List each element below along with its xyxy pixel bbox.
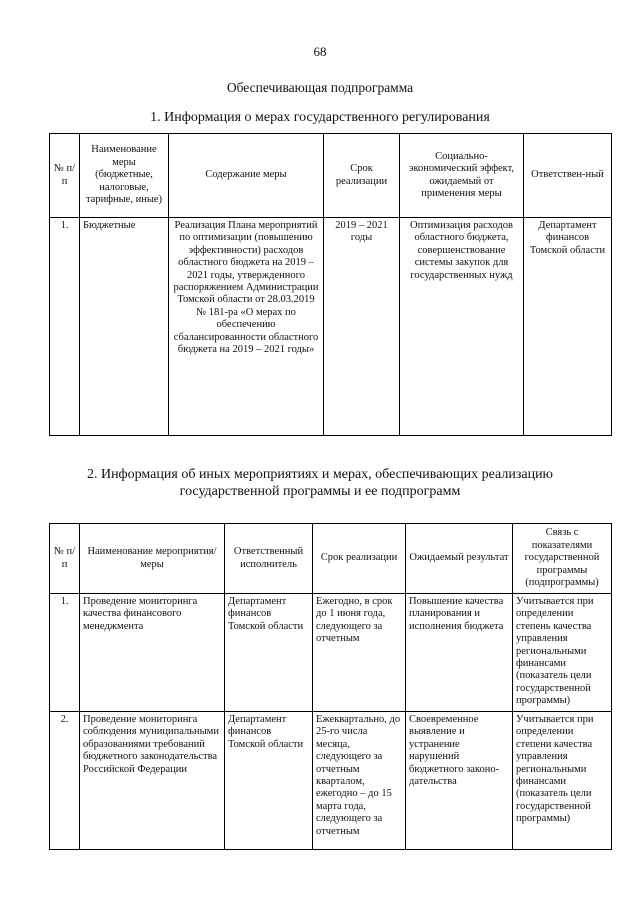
header-effect: Социально-экономический эффект, ожидаемый от применения меры [400,134,524,218]
cell-effect: Оптимизация расходов областного бюджета, совершенствование системы закупок для государственных нужд [400,218,524,436]
cell-num: 1. [50,218,80,436]
table-row [50,218,612,436]
table-row [50,712,612,850]
cell-indicator-link: Учитывается при определении степень качества управления региональными финансами (показатель цели государственной программы) [513,594,612,712]
section2-title: 2. Информация об иных мероприятиях и мерах, обеспечивающих реализацию государственной программы и ее подпрограмм [86,467,554,499]
cell-term: Ежегодно, в срок до 1 июня года, следующего за отчетным [313,594,406,712]
cell-responsible: Департамент финансов Томской области [524,218,612,436]
section1-title: 1. Информация о мерах государственного регулирования [150,110,490,125]
cell-num: 2. [50,712,80,850]
page-number: 68 [313,44,327,59]
header-result: Ожидаемый результат [406,524,513,594]
header-num: № п/п [50,134,80,218]
cell-activity-name: Проведение мониторинга качества финансового менеджмента [80,594,225,712]
table-header-row [50,524,612,594]
header-measure-name: Наименование меры (бюджетные, налоговые, тарифные, иные) [80,134,169,218]
other-measures-table [49,523,612,850]
cell-measure-name: Бюджетные [80,218,169,436]
header-activity-name: Наименование мероприятия/меры [80,524,225,594]
cell-num: 1. [50,594,80,712]
cell-executor: Департамент финансов Томской области [225,712,313,850]
cell-content: Реализация Плана мероприятий по оптимизации (повышению эффективности) расходов областного бюджета на 2019 – 2021 годы, утвержденного распоряжением Администрации Томской области от 28.03.2019 № 181-ра «О мерах по обеспечению сбалансированности областного бюджета на 2019 – 2021 годы» [169,218,324,436]
table-row [50,594,612,712]
cell-executor: Департамент финансов Томской области [225,594,313,712]
cell-result: Повышение качества планирования и исполнения бюджета [406,594,513,712]
subprogram-title: Обеспечивающая подпрограмма [226,80,414,95]
header-term: Срок реализации [324,134,400,218]
cell-result: Своевременное выявление и устранение нарушений бюджетного законо-дательства [406,712,513,850]
cell-term: Ежеквартально, до 25-го числа месяца, следующего за отчетным кварталом, ежегодно – до 15 марта года, следующего за отчетным [313,712,406,850]
header-responsible: Ответствен-ный [524,134,612,218]
header-term: Срок реализации [313,524,406,594]
cell-activity-name: Проведение мониторинга соблюдения муниципальными образованиями требований бюджетного законодательства Российской Федерации [80,712,225,850]
header-content: Содержание меры [169,134,324,218]
regulation-measures-table [49,133,612,436]
cell-term: 2019 – 2021 годы [324,218,400,436]
table-header-row [50,134,612,218]
cell-indicator-link: Учитывается при определении степени качества управления региональными финансами (показатель цели государственной программы) [513,712,612,850]
header-indicator-link: Связь с показателями государственной программы (подпрограммы) [513,524,612,594]
header-executor: Ответственный исполнитель [225,524,313,594]
header-num: № п/п [50,524,80,594]
